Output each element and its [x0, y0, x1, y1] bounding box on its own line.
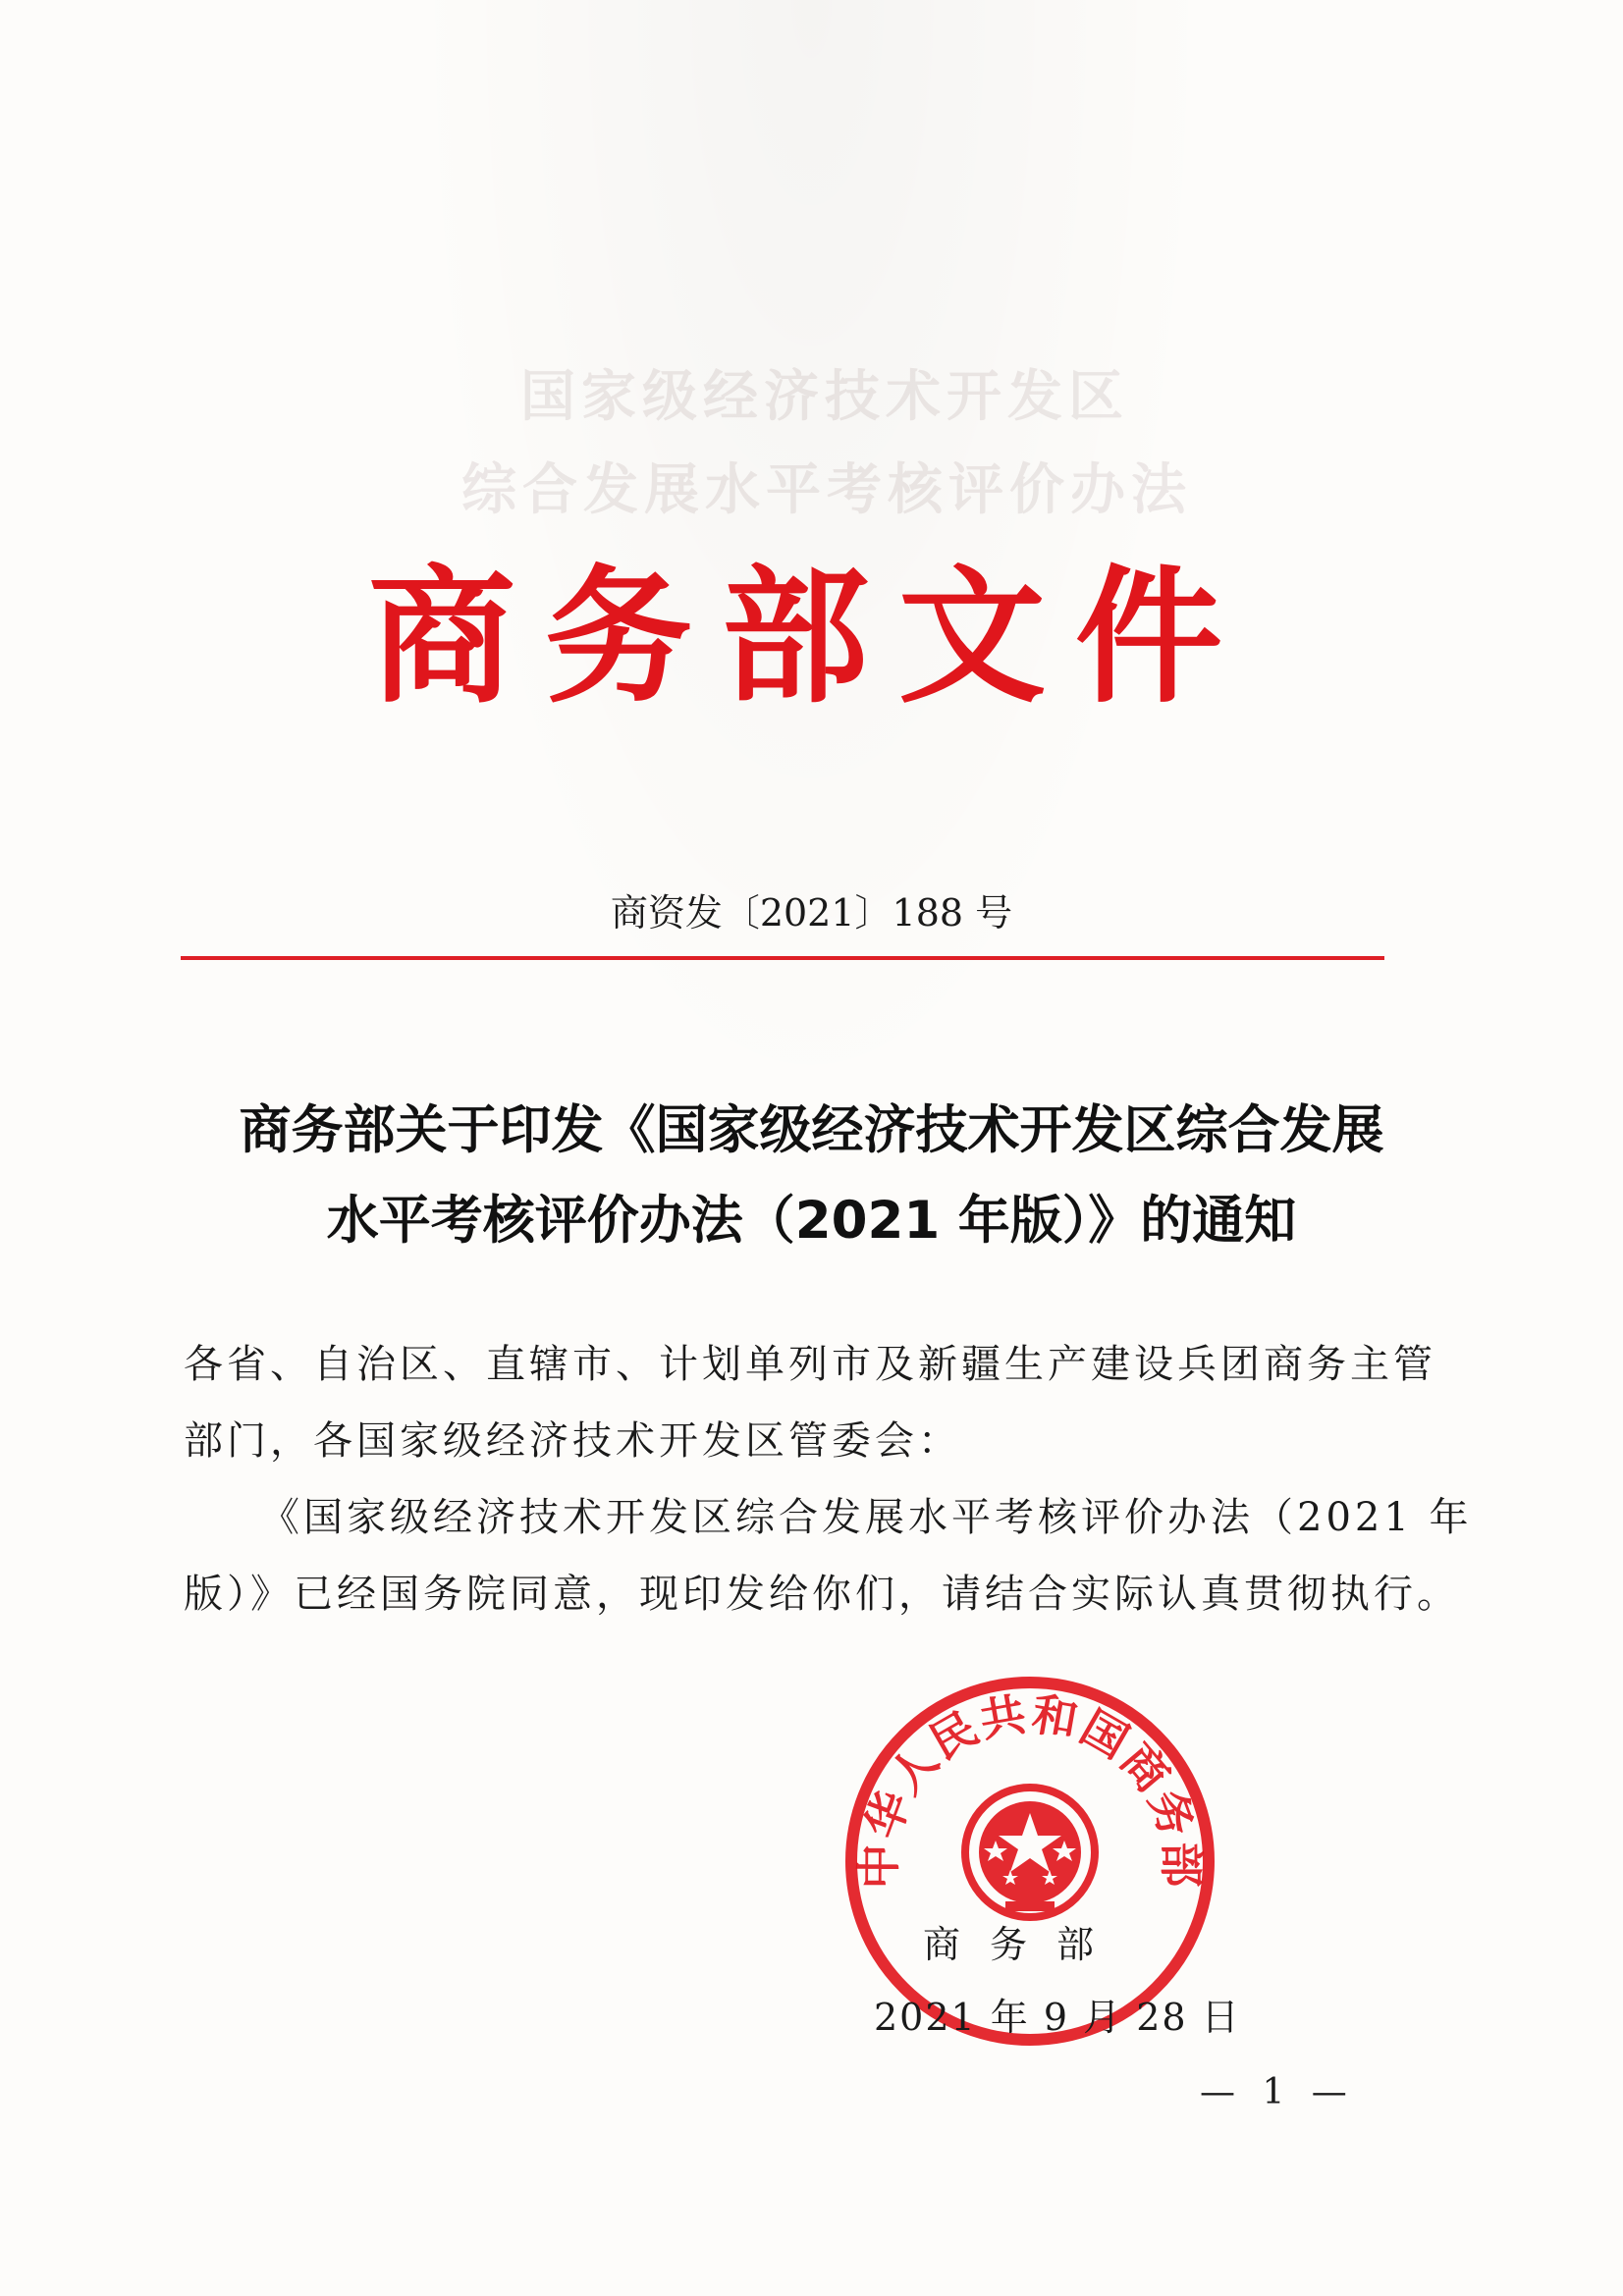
issue-date: 2021 年 9 月 28 日 [874, 1996, 1241, 2039]
show-through-text: 国家级经济技术开发区 [520, 365, 1129, 429]
signer-name: 商务部 [923, 1923, 1124, 1966]
show-through-text: 综合发展水平考核评价办法 [461, 458, 1192, 522]
page-number: — 1 — [1200, 2072, 1355, 2112]
red-divider-line [181, 956, 1384, 960]
seal-inscription: 中华人民共和国商务部 [851, 1686, 1209, 1890]
body-paragraph-line-2: 版）》已经国务院同意，现印发给你们，请结合实际认真贯彻执行。 [184, 1572, 1460, 1617]
document-number: 商资发〔2021〕188 号 [610, 891, 1013, 934]
recipients-line-2: 部门，各国家级经济技术开发区管委会： [184, 1418, 961, 1464]
national-emblem-icon [965, 1788, 1095, 1917]
recipients-line-1: 各省、自治区、直辖市、计划单列市及新疆生产建设兵团商务主管 [184, 1342, 1436, 1387]
body-paragraph-line-1: 《国家级经济技术开发区综合发展水平考核评价办法（2021 年 [260, 1495, 1473, 1540]
document-masthead: 商务部文件 [368, 553, 1253, 723]
notice-title-line-1: 商务部关于印发《国家级经济技术开发区综合发展 [239, 1100, 1384, 1160]
notice-title-line-2: 水平考核评价办法（2021 年版）》的通知 [326, 1191, 1297, 1251]
